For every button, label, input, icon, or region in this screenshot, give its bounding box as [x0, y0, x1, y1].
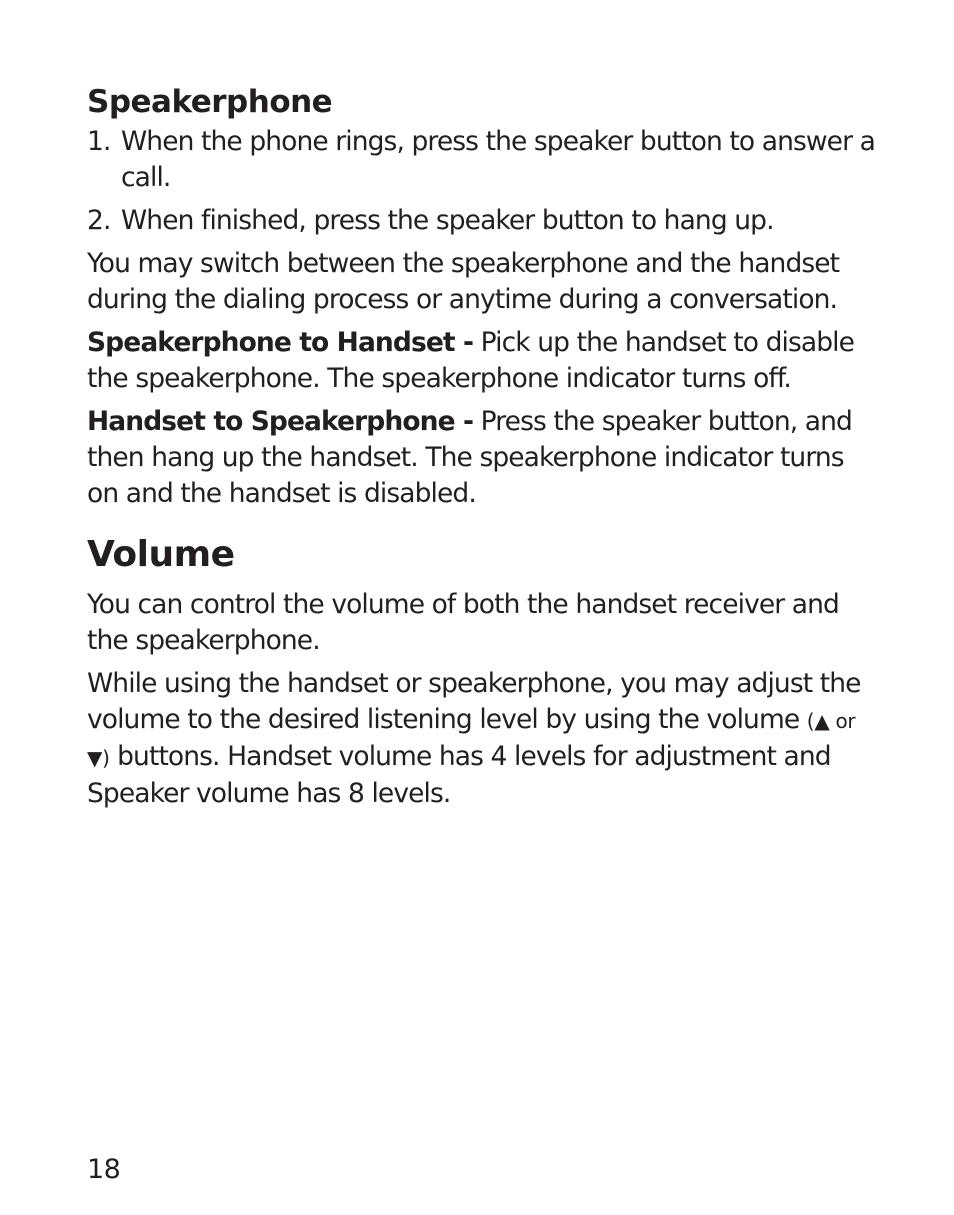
step-number: 1. [87, 126, 111, 157]
manual-page [87, 80, 877, 812]
step-item [87, 124, 877, 196]
step-item [87, 203, 877, 239]
handset-to-speaker-text: Press the speaker button, and then hang up the handset. The speakerphone indicator turns on and the handset is disabled. [87, 406, 852, 509]
volume-up-icon: ▲ [814, 709, 830, 733]
or-word: or [829, 709, 856, 733]
speakerphone-heading: Speakerphone [87, 84, 333, 120]
switch-paragraph: You may switch between the speakerphone and the handset during the dialing process or anytime during a conversation. [87, 248, 840, 315]
volume-paragraph-2-end: buttons. Handset volume has 4 levels for adjustment and Speaker volume has 8 levels. [87, 741, 831, 809]
speakerphone-steps [87, 124, 877, 239]
volume-paragraph-1: You can control the volume of both the handset receiver and the speakerphone. [87, 589, 839, 656]
speaker-to-handset-text: Pick up the handset to disable the speakerphone. The speakerphone indicator turns off. [87, 327, 855, 394]
step-number: 2. [87, 205, 111, 236]
paren-open: ( [806, 709, 815, 733]
step-text: When the phone rings, press the speaker button to answer a call. [121, 126, 875, 193]
volume-down-icon: ▼ [87, 746, 103, 770]
speakerphone-section [87, 80, 877, 512]
speaker-to-handset-paragraph [87, 325, 877, 397]
page-number: 18 [87, 1154, 121, 1185]
paren-close: ) [102, 746, 110, 770]
speaker-to-handset-lead: Speakerphone to Handset - [87, 327, 474, 358]
volume-paragraph-2 [87, 666, 877, 812]
handset-to-speaker-lead: Handset to Speakerphone - [87, 406, 474, 437]
volume-section [87, 530, 877, 812]
step-text: When finished, press the speaker button to hang up. [121, 205, 774, 236]
volume-heading: Volume [87, 534, 235, 575]
handset-to-speaker-paragraph [87, 404, 877, 512]
volume-paragraph-2-start: While using the handset or speakerphone, you may adjust the volume to the desired listening level by using the volume [87, 668, 861, 735]
